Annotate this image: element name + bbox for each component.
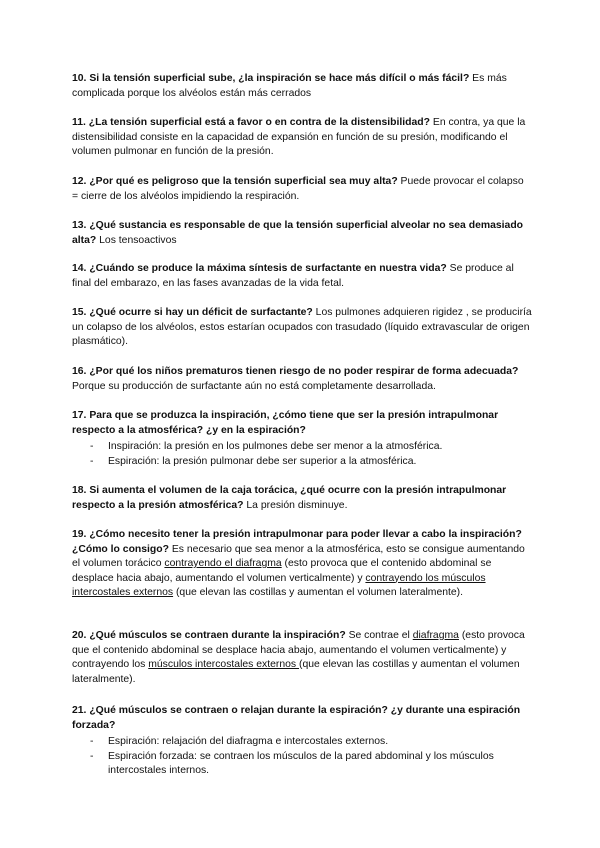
answer-21-list [72,735,532,779]
question-15: 15. ¿Qué ocurre si hay un déficit de surfactante? [72,307,313,318]
qa-item-13 [72,219,532,248]
answer-13: Los tensoactivos [96,234,177,246]
answer-20-underline-2: músculos intercostales externos [148,659,299,670]
answer-19-underline-2: contrayendo los músculos intercostales externos [72,572,486,598]
answer-10: Es más complicada porque los alvéolos están más cerrados [72,73,507,99]
qa-item-17 [72,409,532,469]
qa-item-19 [72,528,532,601]
qa-item-12 [72,175,532,204]
question-10: 10. Si la tensión superficial sube, ¿la inspiración se hace más difícil o más fácil? [72,73,470,84]
question-13: 13. ¿Qué sustancia es responsable de que la tensión superficial alveolar no sea demasiado alta? [72,220,524,246]
qa-item-15 [72,306,532,350]
question-21: 21. ¿Qué músculos se contraen o relajan durante la espiración? ¿y durante una espiración forzada? [72,705,521,731]
question-20: 20. ¿Qué músculos se contraen durante la inspiración? [72,630,346,641]
question-11: 11. ¿La tensión superficial está a favor o en contra de la distensibilidad? [72,117,430,128]
answer-19-part-3: (que elevan las costillas y aumentan el volumen lateralmente). [173,587,464,598]
answer-15: Los pulmones adquieren rigidez , se produciría un colapso de los alvéolos, estos estarían ocupados con trasudado (líquido extravascular de origen plasmático). [72,307,532,347]
answer-12: Puede provocar el colapso = cierre de los alvéolos impidiendo la respiración. [72,176,524,202]
list-item: - Inspiración: la presión en los pulmones debe ser menor a la atmosférica. [90,440,532,455]
answer-20-part-3: (que elevan las costillas y aumentan el volumen lateralmente). [72,659,520,685]
qa-item-21 [72,704,532,779]
answer-18: La presión disminuye. [243,499,348,511]
answer-20-part-1: Se contrae el [345,630,413,641]
answer-17-list [72,440,532,469]
qa-item-14 [72,262,532,291]
answer-11: En contra, ya que la distensibilidad consiste en la capacidad de expansión en función de su presión, modificando el volumen pulmonar en función de la presión. [72,117,526,157]
answer-20-part-2: (esto provoca que el contenido abdominal se desplace hacia abajo, aumentando el volumen verticalmente) y contrayendo los [72,630,525,670]
qa-item-11 [72,116,532,160]
question-14: 14. ¿Cuándo se produce la máxima síntesis de surfactante en nuestra vida? [72,263,447,274]
list-item: - Espiración forzada: se contraen los músculos de la pared abdominal y los músculos intercostales internos. [90,750,532,779]
question-18: 18. Si aumenta el volumen de la caja torácica, ¿qué ocurre con la presión intrapulmonar respecto a la presión atmosférica? [72,485,507,511]
answer-16: Porque su producción de surfactante aún no está completamente desarrollada. [72,380,436,392]
question-12: 12. ¿Por qué es peligroso que la tensión superficial sea muy alta? [72,176,398,187]
answer-19-part-1: Es necesario que sea menor a la atmosférica, esto se consigue aumentando el volumen torácico [72,543,525,569]
question-16: 16. ¿Por qué los niños prematuros tienen riesgo de no poder respirar de forma adecuada? [72,366,519,377]
answer-19-underline-1: contrayendo el diafragma [164,558,282,569]
question-19: 19. ¿Cómo necesito tener la presión intrapulmonar para poder llevar a cabo la inspiración? ¿Cómo lo consigo? [72,529,522,555]
list-item: - Espiración: relajación del diafragma e intercostales externos. [90,735,532,750]
question-17: 17. Para que se produzca la inspiración, ¿cómo tiene que ser la presión intrapulmonar respecto a la atmosférica? ¿y en la espiración? [72,410,499,436]
list-item: - Espiración: la presión pulmonar debe ser superior a la atmosférica. [90,455,532,470]
qa-item-16 [72,365,532,394]
qa-item-10 [72,72,532,101]
qa-item-18 [72,484,532,513]
qa-item-20 [72,629,532,687]
answer-19-part-2: (esto provoca que el contenido abdominal se desplace hacia abajo, aumentando el volumen verticalmente) y [72,558,492,584]
answer-20-underline-1: diafragma [412,630,459,641]
answer-14: Se produce al final del embarazo, en las fases avanzadas de la vida fetal. [72,263,514,289]
